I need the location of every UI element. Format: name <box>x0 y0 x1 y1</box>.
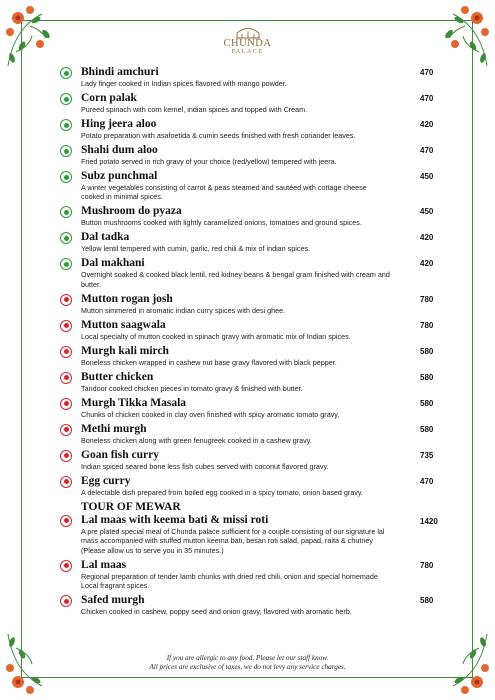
dish-name: Dal tadka <box>81 231 130 244</box>
dish-description: Lady finger cooked in Indian spices flavored with mango powder. <box>81 79 287 88</box>
dish-description: A winter vegetables consisting of carrot & peas steamed and sautéed with cottage cheese cooked in minimal spices. <box>81 183 367 202</box>
section-heading: TOUR OF MEWAR <box>81 500 181 513</box>
dish-price: 470 <box>420 476 434 486</box>
dish-name: Butter chicken <box>81 370 154 383</box>
dish-price: 580 <box>420 372 434 382</box>
veg-mark-icon <box>60 93 72 105</box>
dish-name: Methi murgh <box>81 422 147 435</box>
dish-description: Potato preparation with asafoetida & cumin seeds finished with fresh coriander leaves. <box>81 131 356 140</box>
dish-price: 420 <box>420 233 434 243</box>
dish-price: 580 <box>420 398 434 408</box>
non-veg-mark-icon <box>60 595 72 607</box>
dish-description: Boneless chicken along with green fenugreek cooked in a cashew gravy. <box>81 435 312 445</box>
dish-description: A delectable dish prepared from boiled egg cooked in a spicy tomato, onion based gravy. <box>81 487 363 497</box>
dish-name: Dal makhani <box>81 257 145 270</box>
menu-item <box>60 118 440 140</box>
dish-price: 470 <box>420 68 434 77</box>
menu-item <box>60 66 440 88</box>
menu-item <box>60 257 440 289</box>
menu-item <box>60 501 440 555</box>
dish-name: Mutton rogan josh <box>81 292 173 305</box>
tax-note: All prices are exclusive of taxes, we do not levy any service charges. <box>149 663 346 671</box>
dish-price: 580 <box>420 424 434 434</box>
non-veg-mark-icon <box>60 476 72 488</box>
non-veg-mark-icon <box>60 372 72 384</box>
dish-description: Regional preparation of tender lamb chunks with dried red chili, onion and special homemade Local fragrant spices. <box>81 571 378 591</box>
veg-mark-icon <box>60 67 72 79</box>
menu-item <box>60 170 440 202</box>
dish-name: Murgh Tikka Masala <box>81 396 187 409</box>
dish-name: Lal maas <box>81 558 127 571</box>
menu-item <box>60 345 440 367</box>
non-veg-mark-icon <box>60 398 72 410</box>
dish-description: Chunks of chicken cooked in clay oven finished with spicy aromatic tomato gravy. <box>81 409 340 419</box>
dish-name: Hing jeera aloo <box>81 118 157 130</box>
dish-description: Tandoor cooked chicken pieces in tomato gravy & finished with butter. <box>81 383 303 393</box>
dish-price: 780 <box>420 320 434 330</box>
dish-description: Indian spiced seared bone less fish cubes served with coconut flavored gravy. <box>81 461 329 471</box>
dish-price: 450 <box>420 207 434 217</box>
menu-item <box>60 449 440 471</box>
non-veg-mark-icon <box>60 346 72 358</box>
menu-item <box>60 397 440 419</box>
dish-name: Egg curry <box>81 474 131 487</box>
dish-price: 450 <box>420 172 434 181</box>
dish-description: Mutton simmered in aromatic indian curry spices with desi ghee. <box>81 305 286 315</box>
footer-note <box>0 654 495 672</box>
dish-description: Boneless chicken wrapped in cashew nut base gravy flavored with black pepper. <box>81 357 337 367</box>
menu-item <box>60 371 440 393</box>
allergy-note: If you are allergic to any food, Please let our staff know. <box>166 654 329 662</box>
brand-name: CHUNDA <box>223 38 272 49</box>
non-veg-mark-icon <box>60 320 72 332</box>
dish-name: Mushroom do pyaza <box>81 205 182 218</box>
menu-item <box>60 293 440 315</box>
dish-price: 1420 <box>420 516 438 526</box>
non-veg-mark-icon <box>60 560 72 572</box>
dish-price: 780 <box>420 560 434 570</box>
veg-mark-icon <box>60 119 72 131</box>
menu-item <box>60 423 440 445</box>
menu-item <box>60 231 440 253</box>
menu-list <box>60 66 440 620</box>
menu-item <box>60 319 440 341</box>
veg-mark-icon <box>60 171 72 183</box>
dish-price: 420 <box>420 259 434 269</box>
menu-item <box>60 144 440 166</box>
dish-description: Fried potato served in rich gravy of your choice (red/yellow) tempered with jeera. <box>81 157 337 166</box>
dish-name: Lal maas with keema bati & missi roti <box>81 513 269 526</box>
non-veg-mark-icon <box>60 424 72 436</box>
veg-mark-icon <box>60 145 72 157</box>
menu-item <box>60 205 440 227</box>
dish-name: Mutton saagwala <box>81 318 166 331</box>
menu-item <box>60 594 440 616</box>
dish-price: 780 <box>420 294 434 304</box>
dish-name: Subz punchmal <box>81 170 158 182</box>
brand-logo <box>0 26 495 56</box>
dish-price: 470 <box>420 146 434 155</box>
dish-name: Bhindi amchuri <box>81 66 159 78</box>
dish-name: Safed murgh <box>81 594 145 607</box>
dish-description: Overnight soaked & cooked black lentil, red kidney beans & bengal gram finished with cream and butter. <box>81 270 390 289</box>
dish-description: Chicken cooked in cashew, poppy seed and onion gravy, flavored with aromatic herb. <box>81 607 352 617</box>
non-veg-mark-icon <box>60 450 72 462</box>
veg-mark-icon <box>60 258 72 270</box>
dish-price: 580 <box>420 346 434 356</box>
veg-mark-icon <box>60 232 72 244</box>
menu-item <box>60 559 440 591</box>
brand-subtitle: PALACE <box>231 49 264 55</box>
menu-item <box>60 92 440 114</box>
dish-price: 580 <box>420 596 434 606</box>
dish-description: Local specialty of mutton cooked in spinach gravy with aromatic mix of Indian spices. <box>81 331 351 341</box>
dish-description: Button mushrooms cooked with lightly caramelized onions, tomatoes and ground spices. <box>81 218 362 228</box>
dish-description: A pre plated special meal of Chunda palace sufficient for a couple consisting of our signature lal mass accompanied with stuffed mutton keema bati, besan roti salad, papad, raita & chutney (Please allow us to serve you in 35 minutes.) <box>81 526 385 555</box>
dish-description: Pureed spinach with corn kernel, indian spices and topped with Cream. <box>81 105 308 114</box>
menu-item <box>60 475 440 497</box>
dish-name: Goan fish curry <box>81 448 159 461</box>
dish-price: 735 <box>420 450 434 460</box>
dish-name: Corn palak <box>81 92 137 104</box>
non-veg-mark-icon <box>60 515 72 527</box>
non-veg-mark-icon <box>60 294 72 306</box>
dish-name: Murgh kali mirch <box>81 344 169 357</box>
dish-price: 470 <box>420 94 434 103</box>
dish-price: 420 <box>420 120 434 129</box>
veg-mark-icon <box>60 206 72 218</box>
dish-description: Yellow lentil tempered with cumin, garlic, red chili & mix of indian spices. <box>81 244 311 254</box>
dish-name: Shahi dum aloo <box>81 144 158 156</box>
